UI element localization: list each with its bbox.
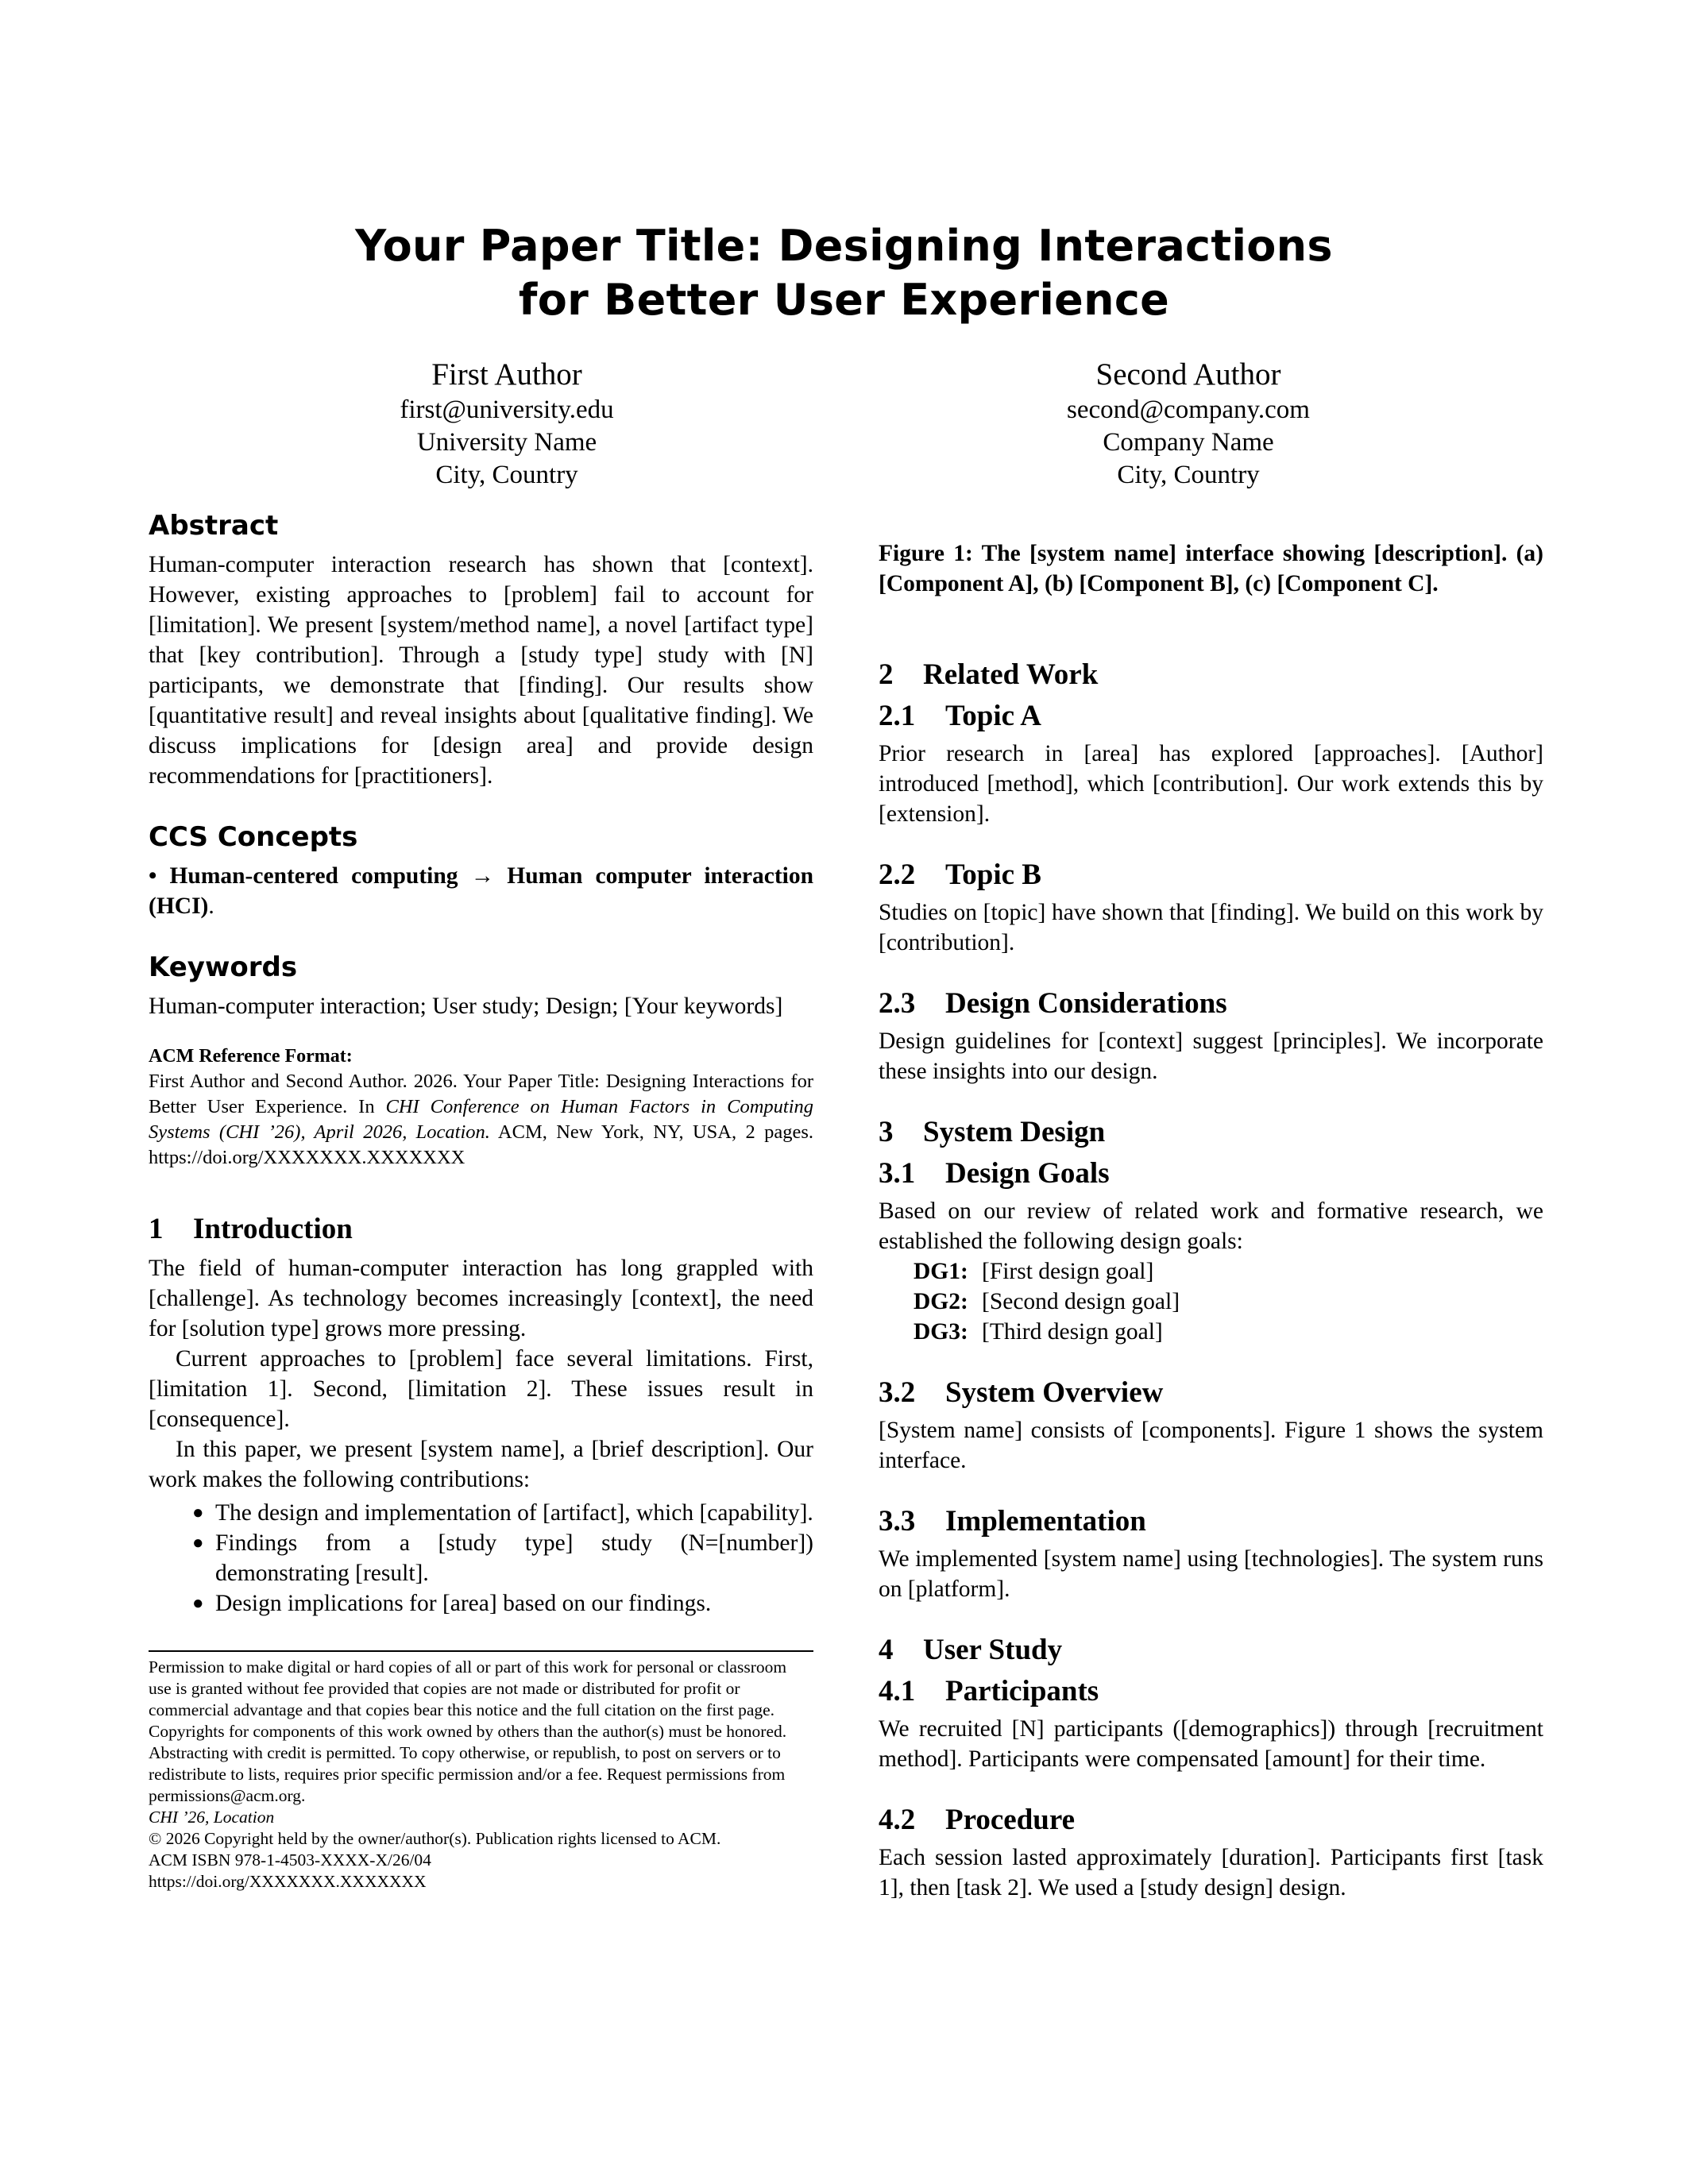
author-org: Company Name <box>1103 428 1274 457</box>
permission-notice <box>149 1657 813 1893</box>
author-name: First Author <box>431 357 582 392</box>
section-heading-related-work <box>879 658 1543 693</box>
subsection-heading-participants: 4.1 Participants <box>879 1675 1099 1707</box>
list-item: ● Findings from a [study type] study (N=[number]) demonstrating [result]. <box>149 1528 813 1588</box>
venue-text: CHI ’26, Location <box>149 1808 275 1827</box>
ccs-text <box>149 861 813 921</box>
list-item: ● The design and implementation of [artifact], which [capability]. <box>149 1498 813 1528</box>
section-number: 4 <box>879 1634 894 1666</box>
subsection-heading-design-considerations: 2.3 Design Considerations <box>879 987 1227 1020</box>
implementation-text: We implemented [system name] using [technologies]. The system runs on [platform]. <box>879 1546 1543 1602</box>
section-heading-user-study <box>879 1633 1543 1668</box>
intro-paragraph-2: Current approaches to [problem] face several limitations. First, [limitation 1]. Second, [limitation 2]. These issues result in [consequence]. <box>149 1346 813 1432</box>
list-item: ● Design implications for [area] based on our findings. <box>149 1588 813 1619</box>
abstract-heading: Abstract <box>149 510 279 542</box>
subsection-heading-implementation: 3.3 Implementation <box>879 1505 1146 1538</box>
figure-caption: Figure 1: The [system name] interface showing [description]. (a) [Component A], (b) [Component B], (c) [Component C]. <box>879 541 1543 596</box>
subsection-heading-topic-b: 2.2 Topic B <box>879 859 1041 891</box>
design-goal-item: DG1: [First design goal] <box>914 1259 1154 1284</box>
isbn-text: ACM ISBN 978-1-4503-XXXX-X/26/04 <box>149 1850 431 1870</box>
author-name: Second Author <box>1095 357 1281 392</box>
section-number: 1 <box>149 1213 164 1245</box>
acm-ref-before: First Author and Second Author. 2026. Your Paper Title: Designing Interactions for Better User Experience. In <box>149 1071 813 1117</box>
design-goals-text: Based on our review of related work and formative research, we established the following design goals: <box>879 1198 1543 1254</box>
author-second <box>910 356 1466 492</box>
section-number: 3 <box>879 1116 894 1148</box>
keywords-text: Human-computer interaction; User study; Design; [Your keywords] <box>149 994 783 1019</box>
procedure-text: Each session lasted approximately [duration]. Participants first [task 1], then [task 2]. We used a [study design] design. <box>879 1845 1543 1900</box>
author-email[interactable]: first@university.edu <box>400 396 614 424</box>
subsection-heading-topic-a: 2.1 Topic A <box>879 700 1041 732</box>
acm-ref-after: ACM, New York, NY, USA, 2 pages. https://doi.org/XXXXXXX.XXXXXXX <box>149 1121 813 1168</box>
acm-ref-heading: ACM Reference Format: <box>149 1046 353 1067</box>
permission-text: Permission to make digital or hard copies of all or part of this work for personal or classroom use is granted without fee provided that copies are not made or distributed for profit or commercial advantage and that copies bear this notice and the full citation on the first page. Copyrights for components of this work owned by others than the author(s) must be honored. Abstracting with credit is permitted. To copy otherwise, or republish, to post on servers or to redistribute to lists, requires prior specific permission and/or a fee. Request permissions from permissions@acm.org. <box>149 1657 787 1805</box>
subsection-heading-design-goals: 3.1 Design Goals <box>879 1157 1110 1190</box>
design-considerations-text: Design guidelines for [context] suggest [principles]. We incorporate these insights into our design. <box>879 1028 1543 1084</box>
copyright-text: © 2026 Copyright held by the owner/author(s). Publication rights licensed to ACM. <box>149 1829 721 1848</box>
intro-paragraph-1: The field of human-computer interaction has long grappled with [challenge]. As technology becomes increasingly [context], the need for [solution type] grows more pressing. <box>149 1256 813 1341</box>
left-column <box>149 508 813 1893</box>
topic-b-text: Studies on [topic] have shown that [finding]. We build on this work by [contribution]. <box>879 900 1543 955</box>
footnote-divider <box>149 1650 813 1652</box>
bullet-icon: ● <box>192 1503 204 1523</box>
author-block <box>0 356 1688 499</box>
author-email[interactable]: second@company.com <box>1067 396 1310 424</box>
doi-link[interactable]: https://doi.org/XXXXXXX.XXXXXXX <box>149 1872 427 1891</box>
author-org: University Name <box>416 428 597 457</box>
section-title: System Design <box>923 1116 1106 1148</box>
section-title: Related Work <box>923 658 1099 691</box>
design-goal-item: DG2: [Second design goal] <box>914 1289 1180 1314</box>
contributions-list <box>149 1498 813 1619</box>
system-overview-text: [System name] consists of [components]. Figure 1 shows the system interface. <box>879 1418 1543 1473</box>
section-heading-introduction <box>149 1212 813 1247</box>
section-title: User Study <box>923 1634 1063 1666</box>
subsection-heading-system-overview: 3.2 System Overview <box>879 1376 1164 1409</box>
section-number: 2 <box>879 658 894 691</box>
ccs-concept: • Human-centered computing → Human computer interaction (HCI) <box>149 863 813 919</box>
bullet-icon: ● <box>192 1593 204 1614</box>
keywords-heading: Keywords <box>149 951 298 983</box>
right-column <box>879 508 1543 1903</box>
section-heading-system-design <box>879 1115 1543 1150</box>
acm-ref-text <box>149 1069 813 1171</box>
abstract-text: Human-computer interaction research has shown that [context]. However, existing approaches to [problem] fail to account for [limitation]. We present [system/method name], a novel [artifact type] that [key contribution]. Through a [study type] study with [N] participants, we demonstrate that [finding]. Our results show [quantitative result] and reveal insights about [qualitative finding]. We discuss implications for [design area] and provide design recommendations for [practitioners]. <box>149 552 813 789</box>
subsection-heading-procedure: 4.2 Procedure <box>879 1804 1076 1836</box>
ccs-heading: CCS Concepts <box>149 821 358 853</box>
ccs-suffix: . <box>208 893 214 919</box>
author-location: City, Country <box>1117 461 1260 489</box>
design-goal-item: DG3: [Third design goal] <box>914 1319 1163 1345</box>
title-line-2: for Better User Experience <box>518 275 1170 325</box>
topic-a-text: Prior research in [area] has explored [approaches]. [Author] introduced [method], which [contribution]. Our work extends this by [extension]. <box>879 741 1543 827</box>
section-title: Introduction <box>193 1213 353 1245</box>
title-line-1: Your Paper Title: Designing Interactions <box>355 221 1333 271</box>
author-first <box>229 356 785 492</box>
intro-paragraph-3: In this paper, we present [system name], a [brief description]. Our work makes the following contributions: <box>149 1437 813 1492</box>
acm-ref-venue: CHI Conference on Human Factors in Computing Systems (CHI ’26), April 2026, Location. <box>149 1096 813 1143</box>
participants-text: We recruited [N] participants ([demographics]) through [recruitment method]. Participants were compensated [amount] for their time. <box>879 1716 1543 1772</box>
paper-title <box>0 219 1688 327</box>
author-location: City, Country <box>435 461 578 489</box>
bullet-icon: ● <box>192 1533 204 1553</box>
